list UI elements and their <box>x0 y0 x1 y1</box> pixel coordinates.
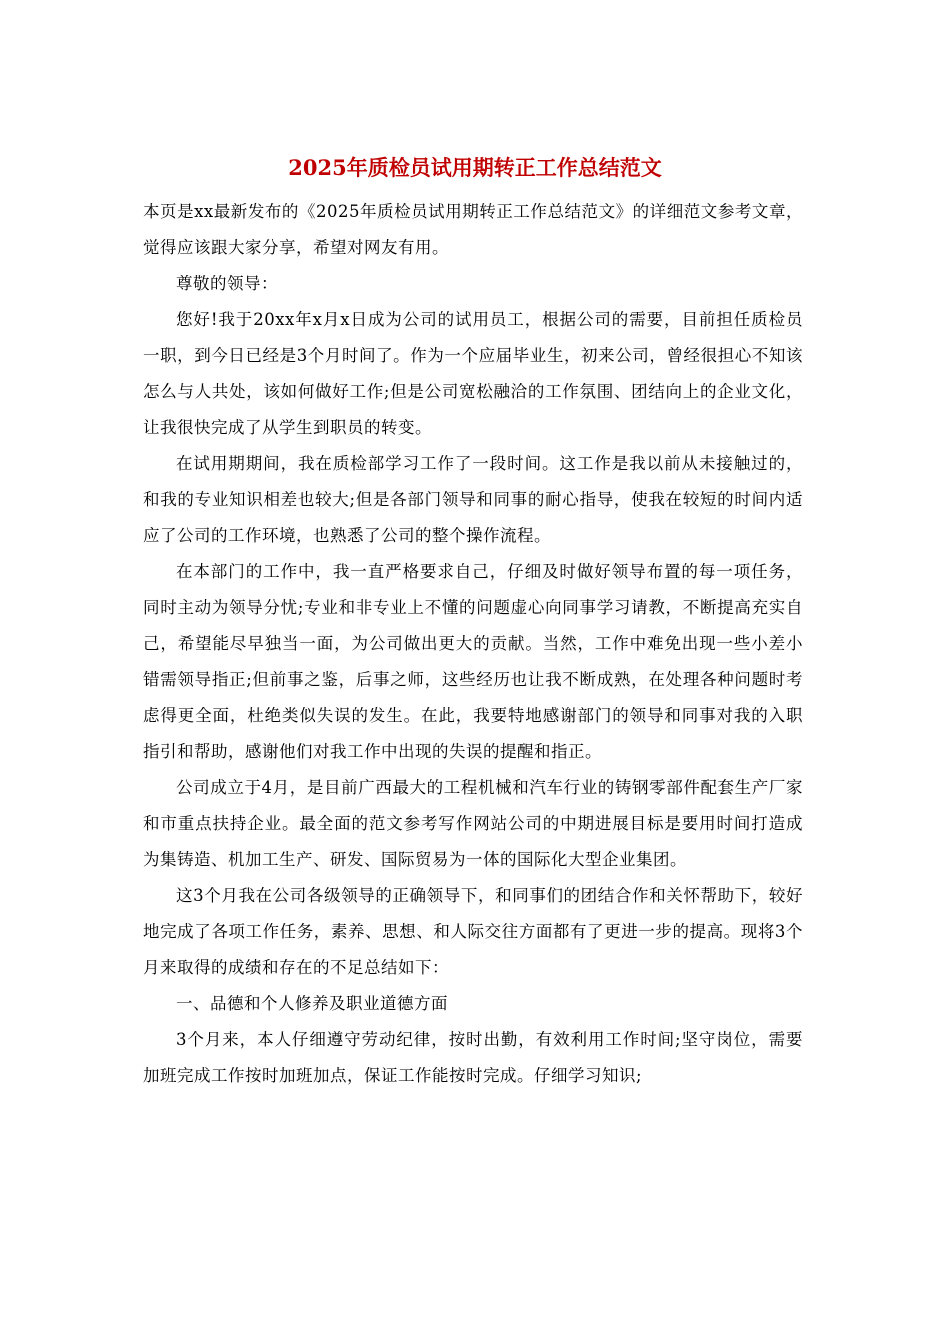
body-paragraph: 公司成立于4月，是目前广西最大的工程机械和汽车行业的铸钢零部件配套生产厂家和市重点扶持企业。最全面的范文参考写作网站公司的中期进展目标是要用时间打造成为集铸造、机加工生产、研发、国际贸易为一体的国际化大型企业集团。 <box>143 778 803 869</box>
document-body <box>143 194 803 1094</box>
body-paragraph: 这3个月我在公司各级领导的正确领导下，和同事们的团结合作和关怀帮助下，较好地完成了各项工作任务，素养、思想、和人际交往方面都有了更进一步的提高。现将3个月来取得的成绩和存在的不足总结如下： <box>143 886 803 977</box>
body-paragraph: 在试用期期间，我在质检部学习工作了一段时间。这工作是我以前从未接触过的，和我的专业知识相差也较大;但是各部门领导和同事的耐心指导，使我在较短的时间内适应了公司的工作环境，也熟悉了公司的整个操作流程。 <box>143 454 803 545</box>
body-paragraph: 3个月来，本人仔细遵守劳动纪律，按时出勤，有效利用工作时间;坚守岗位，需要加班完成工作按时加班加点，保证工作能按时完成。仔细学习知识; <box>143 1030 803 1085</box>
document-title: 2025年质检员试用期转正工作总结范文 <box>288 155 662 180</box>
salutation: 尊敬的领导： <box>176 274 278 293</box>
body-paragraph: 在本部门的工作中，我一直严格要求自己，仔细及时做好领导布置的每一项任务，同时主动为领导分忧;专业和非专业上不懂的问题虚心向同事学习请教，不断提高充实自己，希望能尽早独当一面，为公司做出更大的贡献。当然，工作中难免出现一些小差小错需领导指正;但前事之鉴，后事之师，这些经历也让我不断成熟，在处理各种问题时考虑得更全面，杜绝类似失误的发生。在此，我要特地感谢部门的领导和同事对我的入职指引和帮助，感谢他们对我工作中出现的失误的提醒和指正。 <box>143 562 803 761</box>
body-paragraph: 您好!我于20xx年x月x日成为公司的试用员工，根据公司的需要，目前担任质检员一职，到今日已经是3个月时间了。作为一个应届毕业生，初来公司，曾经很担心不知该怎么与人共处，该如何做好工作;但是公司宽松融洽的工作氛围、团结向上的企业文化，让我很快完成了从学生到职员的转变。 <box>143 310 803 437</box>
intro-paragraph: 本页是xx最新发布的《2025年质检员试用期转正工作总结范文》的详细范文参考文章，觉得应该跟大家分享，希望对网友有用。 <box>143 202 803 257</box>
section-heading: 一、品德和个人修养及职业道德方面 <box>176 994 448 1013</box>
